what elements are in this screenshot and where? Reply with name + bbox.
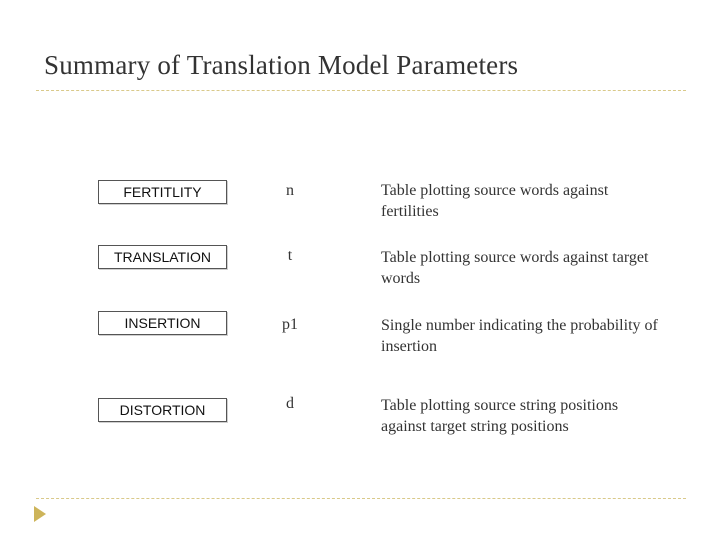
param-description-fertility: Table plotting source words against fertilities <box>381 182 609 220</box>
slide-title: Summary of Translation Model Parameters <box>44 50 519 80</box>
param-box-distortion: DISTORTION <box>98 398 227 422</box>
param-box-translation: TRANSLATION <box>98 245 227 269</box>
triangle-bullet-icon <box>33 505 47 523</box>
param-symbol-translation: t <box>287 247 293 264</box>
param-symbol-fertility: n <box>286 182 294 199</box>
param-box-fertility: FERTITLITY <box>98 180 227 204</box>
param-symbol-insertion: p1 <box>282 316 298 333</box>
param-description-insertion: Single number indicating the probability of insertion <box>381 317 658 355</box>
param-symbol-distortion: d <box>286 395 294 412</box>
param-description-translation: Table plotting source words against target words <box>381 249 649 287</box>
param-box-insertion: INSERTION <box>98 311 227 335</box>
param-description-distortion: Table plotting source string positions against target string positions <box>381 397 619 435</box>
footer-divider <box>36 498 686 499</box>
title-divider <box>36 90 686 91</box>
